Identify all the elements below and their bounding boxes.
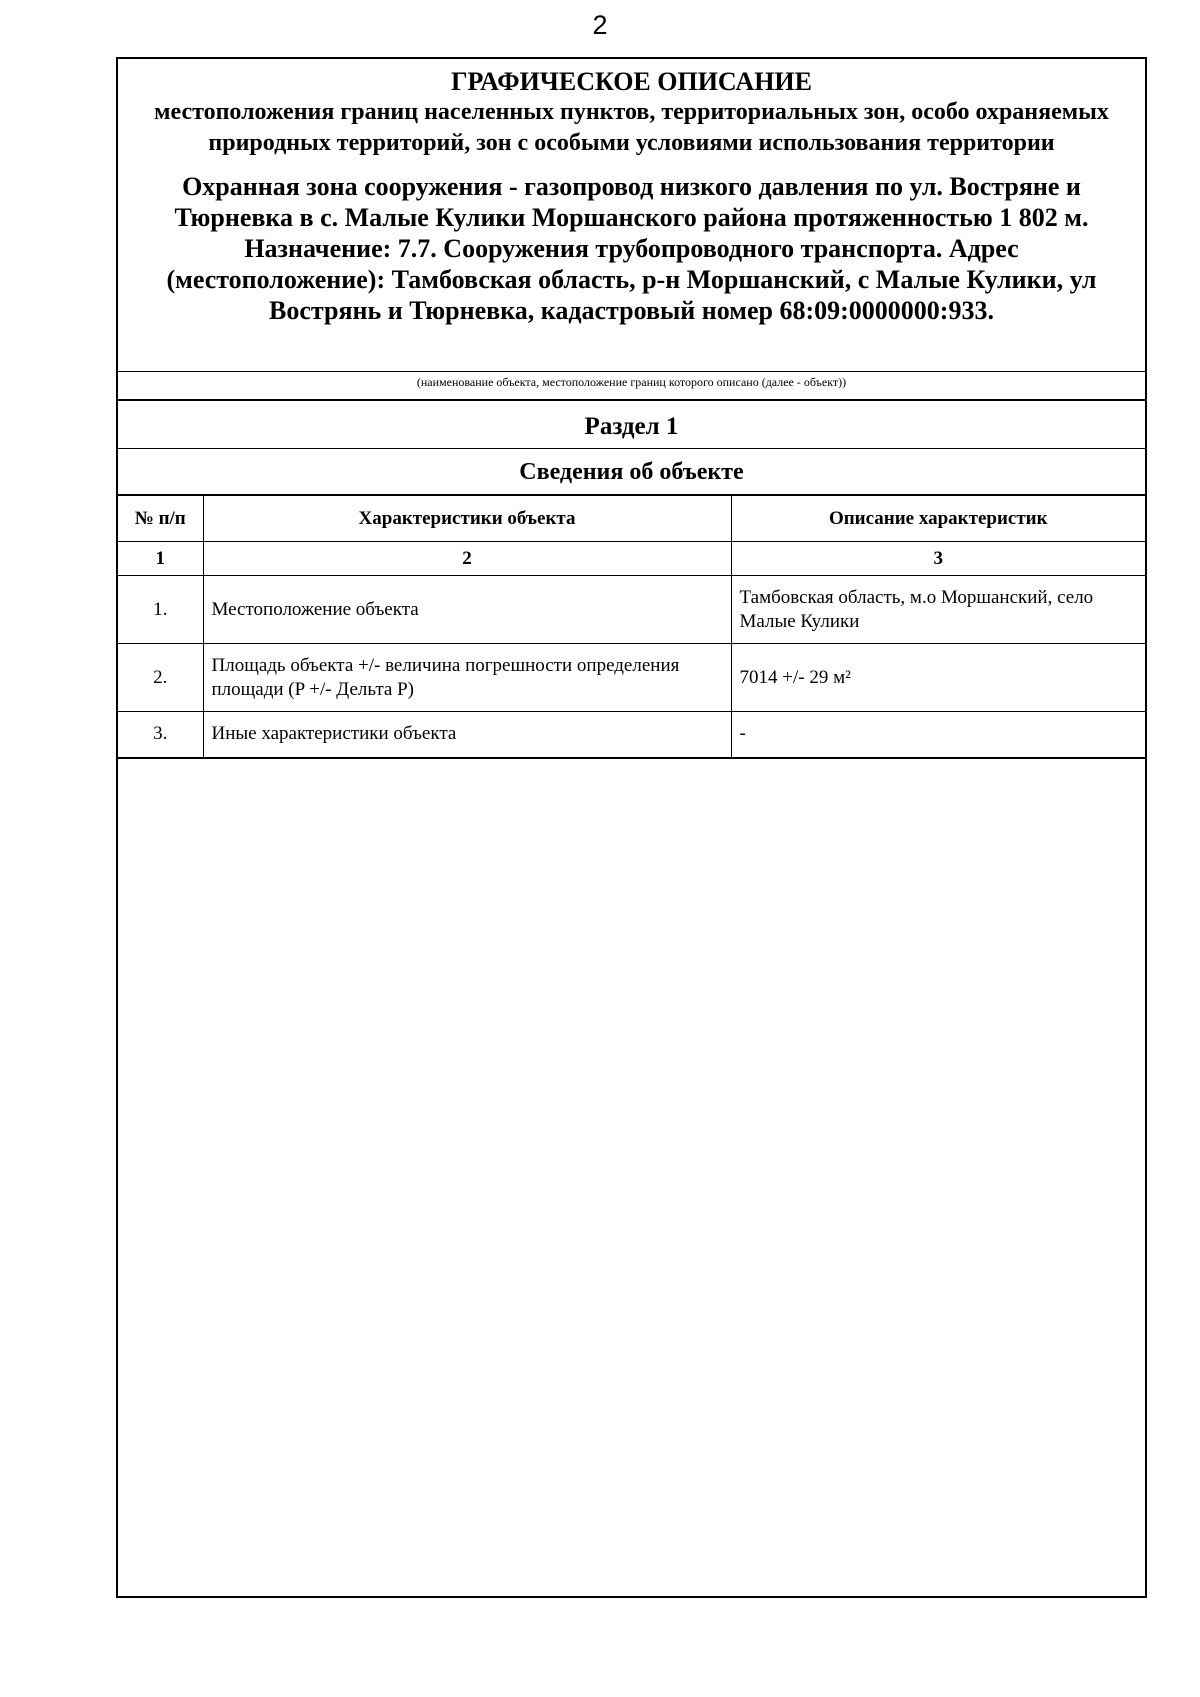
column-number: 2 (203, 542, 731, 576)
row-characteristic: Местоположение объекта (203, 576, 731, 644)
row-number: 3. (118, 712, 203, 758)
row-characteristic: Площадь объекта +/- величина погрешности определения площади (P +/- Дельта P) (203, 644, 731, 712)
row-characteristic: Иные характеристики объекта (203, 712, 731, 758)
table-row (118, 712, 1145, 758)
column-number: 1 (118, 542, 203, 576)
table-row (118, 644, 1145, 712)
table-row (118, 576, 1145, 644)
object-info-table (118, 495, 1145, 759)
column-number-row (118, 542, 1145, 576)
row-number: 2. (118, 644, 203, 712)
row-description: 7014 +/- 29 м² (731, 644, 1145, 712)
document-subtitle: местоположения границ населенных пунктов, территориальных зон, особо охраняемых природных территорий, зон с особыми условиями использования территории (154, 99, 1109, 156)
header-characteristic: Характеристики объекта (203, 496, 731, 542)
row-number: 1. (118, 576, 203, 644)
document-frame (116, 57, 1147, 1598)
row-description: - (731, 712, 1145, 758)
row-description: Тамбовская область, м.о Моршанский, село Малые Кулики (731, 576, 1145, 644)
column-number: 3 (731, 542, 1145, 576)
object-caption: (наименование объекта, местоположение границ которого описано (далее - объект)) (118, 371, 1145, 401)
document-title: ГРАФИЧЕСКОЕ ОПИСАНИЕ (451, 67, 812, 96)
section-title: Сведения об объекте (118, 449, 1145, 495)
header-number: № п/п (118, 496, 203, 542)
header-description: Описание характеристик (731, 496, 1145, 542)
section-number: Раздел 1 (118, 404, 1145, 449)
table-header-row (118, 496, 1145, 542)
object-name: Охранная зона сооружения - газопровод низкого давления по ул. Востряне и Тюрневка в с. Малые Кулики Моршанского района протяженностью 1 802 м. Назначение: 7.7. Сооружения трубопроводного транспорта. Адрес (местоположение): Тамбовская область, р-н Моршанский, с Малые Кулики, ул Вострянь и Тюрневка, кадастровый номер 68:09:0000000:933. (166, 172, 1097, 325)
page-number: 2 (592, 10, 608, 40)
